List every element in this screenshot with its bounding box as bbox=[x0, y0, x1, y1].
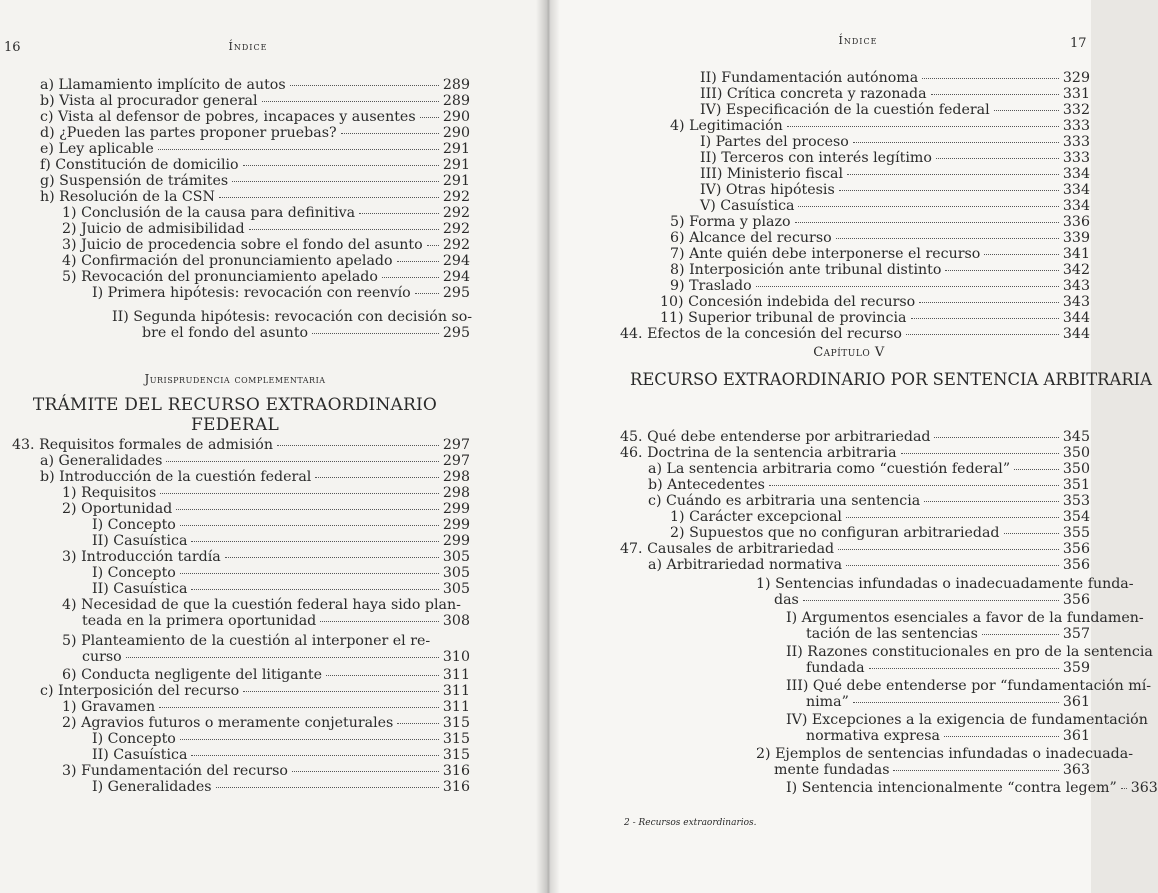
toc-entry bbox=[0, 517, 470, 533]
toc-entry bbox=[0, 699, 470, 715]
toc-page-number: 316 bbox=[442, 763, 470, 779]
left-page bbox=[0, 0, 548, 893]
toc-page-number: 339 bbox=[1062, 230, 1090, 246]
toc-list bbox=[0, 77, 470, 301]
toc-entry-line bbox=[62, 649, 470, 665]
toc-page-number: 311 bbox=[442, 699, 470, 715]
right-page bbox=[548, 0, 1158, 893]
toc-page-number: 298 bbox=[442, 485, 470, 501]
toc-page-number: 359 bbox=[1062, 660, 1090, 676]
toc-entry-label: fundada bbox=[806, 660, 865, 676]
toc-page-number: 356 bbox=[1062, 592, 1090, 608]
chapter-title: RECURSO EXTRAORDINARIO POR SENTENCIA ARBITRARIA bbox=[630, 370, 1152, 389]
toc-page-number: 291 bbox=[442, 141, 470, 157]
toc-entry bbox=[608, 477, 1090, 493]
toc-entry bbox=[608, 294, 1090, 310]
toc-entry bbox=[0, 141, 470, 157]
toc-entry bbox=[608, 102, 1090, 118]
toc-page-number: 355 bbox=[1062, 525, 1090, 541]
toc-entry-label: 2) Oportunidad bbox=[62, 501, 173, 517]
toc-page-number: 295 bbox=[442, 285, 470, 301]
toc-entry-label: e) Ley aplicable bbox=[40, 141, 154, 157]
toc-page-number: 292 bbox=[442, 189, 470, 205]
toc-entry bbox=[608, 70, 1090, 86]
toc-entry-label: 2) Agravios futuros o meramente conjeturales bbox=[62, 715, 394, 731]
toc-page-number: 290 bbox=[442, 125, 470, 141]
toc-entry bbox=[608, 182, 1090, 198]
toc-page-number: 353 bbox=[1062, 493, 1090, 509]
toc-entry-wrapped bbox=[786, 678, 1152, 710]
toc-entry-label: a) Arbitrariedad normativa bbox=[648, 557, 843, 573]
toc-entry-label: 2) Juicio de admisibilidad bbox=[62, 221, 245, 237]
toc-page-number: 333 bbox=[1062, 150, 1090, 166]
toc-page-number: 289 bbox=[442, 77, 470, 93]
toc-entry-label: curso bbox=[82, 649, 122, 665]
toc-entry bbox=[608, 310, 1090, 326]
toc-entry-line bbox=[92, 325, 470, 341]
toc-list bbox=[608, 429, 1090, 573]
toc-entry bbox=[0, 501, 470, 517]
toc-page-number: 310 bbox=[442, 649, 470, 665]
running-head-right: Índice bbox=[838, 34, 878, 47]
section-kicker: Jurisprudencia complementaria bbox=[144, 372, 326, 386]
toc-entry-line: 4) Necesidad de que la cuestión federal haya sido plan- bbox=[62, 597, 461, 613]
toc-entry bbox=[0, 779, 470, 795]
toc-entry-wrapped bbox=[62, 633, 470, 665]
toc-entry-label: 3) Introducción tardía bbox=[62, 549, 221, 565]
toc-entry-line bbox=[786, 694, 1090, 710]
toc-entry bbox=[608, 326, 1090, 342]
toc-entry bbox=[608, 86, 1090, 102]
toc-entry bbox=[0, 157, 470, 173]
toc-entry-label: 11) Superior tribunal de provincia bbox=[660, 310, 907, 326]
toc-page-number: 354 bbox=[1062, 509, 1090, 525]
toc-entry-label: 5) Revocación del pronunciamiento apelado bbox=[62, 269, 378, 285]
toc-entry bbox=[0, 715, 470, 731]
toc-entry-label: I) Partes del proceso bbox=[700, 134, 849, 150]
toc-entry bbox=[0, 533, 470, 549]
toc-entry bbox=[0, 205, 470, 221]
toc-page-number: 305 bbox=[442, 581, 470, 597]
toc-entry-label: II) Fundamentación autónoma bbox=[700, 70, 919, 86]
toc-entry-line bbox=[786, 626, 1090, 642]
toc-entry-label: 9) Traslado bbox=[670, 278, 752, 294]
toc-entry-label: c) Vista al defensor de pobres, incapaces y ausentes bbox=[40, 109, 416, 125]
toc-page-number: 297 bbox=[442, 437, 470, 453]
toc-page-number: 356 bbox=[1062, 557, 1090, 573]
toc-entry-wrapped bbox=[92, 309, 473, 341]
toc-entry-label: b) Vista al procurador general bbox=[40, 93, 258, 109]
toc-entry-label: b) Introducción de la cuestión federal bbox=[40, 469, 312, 485]
toc-entry bbox=[0, 285, 470, 301]
toc-page-number: 308 bbox=[442, 613, 470, 629]
toc-page-number: 357 bbox=[1062, 626, 1090, 642]
toc-entry-label: 1) Carácter excepcional bbox=[670, 509, 842, 525]
toc-page-number: 344 bbox=[1062, 310, 1090, 326]
toc-entry-label: III) Crítica concreta y razonada bbox=[700, 86, 927, 102]
toc-entry bbox=[0, 565, 470, 581]
toc-entry-label: b) Antecedentes bbox=[648, 477, 765, 493]
toc-page-number: 332 bbox=[1062, 102, 1090, 118]
toc-entry bbox=[0, 221, 470, 237]
toc-page-number: 336 bbox=[1062, 214, 1090, 230]
toc-entry bbox=[0, 453, 470, 469]
toc-entry-line bbox=[786, 728, 1090, 744]
toc-entry-label: a) Llamamiento implícito de autos bbox=[40, 77, 286, 93]
toc-page-number: 345 bbox=[1062, 429, 1090, 445]
toc-entry bbox=[0, 253, 470, 269]
toc-entry-label: IV) Especificación de la cuestión federal bbox=[700, 102, 990, 118]
toc-entry bbox=[0, 173, 470, 189]
toc-entry-label: II) Casuística bbox=[92, 747, 188, 763]
toc-entry-label: I) Generalidades bbox=[92, 779, 212, 795]
toc-page-number: 292 bbox=[442, 237, 470, 253]
toc-entry bbox=[0, 581, 470, 597]
toc-entry bbox=[0, 189, 470, 205]
toc-page-number: 294 bbox=[442, 269, 470, 285]
toc-entry bbox=[608, 150, 1090, 166]
toc-entry bbox=[0, 109, 470, 125]
toc-entry-label: nima” bbox=[806, 694, 849, 710]
toc-entry-line: II) Razones constitucionales en pro de la sentencia bbox=[786, 644, 1153, 660]
toc-entry-label: das bbox=[774, 592, 799, 608]
toc-page-number: 341 bbox=[1062, 246, 1090, 262]
toc-page-number: 334 bbox=[1062, 166, 1090, 182]
toc-page-number: 342 bbox=[1062, 262, 1090, 278]
toc-page-number: 333 bbox=[1062, 118, 1090, 134]
toc-entry bbox=[0, 683, 470, 699]
toc-entry bbox=[608, 445, 1090, 461]
toc-page-number: 315 bbox=[442, 747, 470, 763]
toc-entry bbox=[608, 493, 1090, 509]
toc-entry bbox=[608, 118, 1090, 134]
chapter-kicker: Capítulo V bbox=[813, 345, 885, 360]
toc-page-number: 311 bbox=[442, 667, 470, 683]
section-title: TRÁMITE DEL RECURSO EXTRAORDINARIO FEDERAL bbox=[32, 395, 438, 435]
toc-entry bbox=[0, 77, 470, 93]
toc-entry-label: 46. Doctrina de la sentencia arbitraria bbox=[620, 445, 897, 461]
toc-entry bbox=[0, 667, 470, 683]
toc-page-number: 331 bbox=[1062, 86, 1090, 102]
toc-entry bbox=[608, 134, 1090, 150]
toc-page-number: 292 bbox=[442, 221, 470, 237]
toc-entry-wrapped bbox=[786, 712, 1148, 744]
toc-entry-line: 5) Planteamiento de la cuestión al interponer el re- bbox=[62, 633, 431, 649]
toc-entry bbox=[608, 198, 1090, 214]
toc-page-number: 334 bbox=[1062, 198, 1090, 214]
toc-entry bbox=[608, 230, 1090, 246]
toc-entry-line: IV) Excepciones a la exigencia de fundamentación bbox=[786, 712, 1148, 728]
toc-entry bbox=[608, 262, 1090, 278]
toc-entry-label: mente fundadas bbox=[774, 762, 890, 778]
toc-page-number: 363 bbox=[1130, 780, 1158, 796]
toc-page-number: 350 bbox=[1062, 445, 1090, 461]
toc-entry-line bbox=[786, 660, 1090, 676]
toc-entry-label: 1) Requisitos bbox=[62, 485, 157, 501]
toc-entry-label: I) Concepto bbox=[92, 731, 176, 747]
toc-page-number: 299 bbox=[442, 517, 470, 533]
toc-entry bbox=[608, 541, 1090, 557]
toc-list bbox=[0, 437, 470, 597]
toc-entry-label: 3) Juicio de procedencia sobre el fondo del asunto bbox=[62, 237, 423, 253]
toc-entry-wrapped bbox=[62, 597, 470, 629]
toc-page-number: 316 bbox=[442, 779, 470, 795]
toc-entry-label: I) Concepto bbox=[92, 517, 176, 533]
toc-list bbox=[0, 667, 470, 795]
toc-entry-label: 6) Conducta negligente del litigante bbox=[62, 667, 322, 683]
toc-entry-label: I) Primera hipótesis: revocación con reenvío bbox=[92, 285, 411, 301]
toc-entry-label: 8) Interposición ante tribunal distinto bbox=[670, 262, 942, 278]
toc-entry-label: 43. Requisitos formales de admisión bbox=[12, 437, 273, 453]
toc-entry bbox=[608, 525, 1090, 541]
toc-entry-label: IV) Otras hipótesis bbox=[700, 182, 835, 198]
toc-entry-wrapped bbox=[786, 610, 1144, 642]
toc-page-number: 361 bbox=[1062, 728, 1090, 744]
toc-page-number: 289 bbox=[442, 93, 470, 109]
toc-entry bbox=[608, 166, 1090, 182]
toc-page-number: 334 bbox=[1062, 182, 1090, 198]
toc-page-number: 344 bbox=[1062, 326, 1090, 342]
toc-entry-label: teada en la primera oportunidad bbox=[82, 613, 317, 629]
toc-entry-label: bre el fondo del asunto bbox=[142, 325, 309, 341]
toc-entry bbox=[0, 485, 470, 501]
toc-entry-label: 10) Concesión indebida del recurso bbox=[660, 294, 916, 310]
toc-entry-line bbox=[756, 762, 1090, 778]
toc-entry-line: 1) Sentencias infundadas o inadecuadamente funda- bbox=[756, 576, 1134, 592]
toc-entry-label: 4) Confirmación del pronunciamiento apelado bbox=[62, 253, 393, 269]
toc-entry bbox=[0, 237, 470, 253]
toc-entry bbox=[608, 461, 1090, 477]
toc-entry-label: c) Interposición del recurso bbox=[40, 683, 240, 699]
toc-page-number: 290 bbox=[442, 109, 470, 125]
toc-entry-label: 4) Legitimación bbox=[670, 118, 783, 134]
toc-page-number: 305 bbox=[442, 565, 470, 581]
toc-entry-label: II) Terceros con interés legítimo bbox=[700, 150, 932, 166]
toc-entry-label: 7) Ante quién debe interponerse el recurso bbox=[670, 246, 981, 262]
toc-page-number: 299 bbox=[442, 501, 470, 517]
toc-page-number: 343 bbox=[1062, 278, 1090, 294]
toc-entry-label: f) Constitución de domicilio bbox=[40, 157, 239, 173]
toc-entry bbox=[0, 269, 470, 285]
toc-page-number: 363 bbox=[1062, 762, 1090, 778]
toc-page-number: 350 bbox=[1062, 461, 1090, 477]
toc-page-number: 295 bbox=[442, 325, 470, 341]
toc-entry-line bbox=[756, 592, 1090, 608]
toc-entry-label: II) Casuística bbox=[92, 581, 188, 597]
toc-page-number: 343 bbox=[1062, 294, 1090, 310]
toc-entry bbox=[0, 763, 470, 779]
toc-entry bbox=[0, 437, 470, 453]
toc-list bbox=[608, 70, 1090, 342]
toc-entry-label: I) Sentencia intencionalmente “contra legem” bbox=[786, 780, 1117, 796]
toc-page-number: 315 bbox=[442, 715, 470, 731]
toc-entry-label: II) Casuística bbox=[92, 533, 188, 549]
toc-entry-line: II) Segunda hipótesis: revocación con decisión so- bbox=[112, 309, 473, 325]
toc-entry-label: d) ¿Pueden las partes proponer pruebas? bbox=[40, 125, 337, 141]
toc-entry-label: 44. Efectos de la concesión del recurso bbox=[620, 326, 902, 342]
running-head-left: Índice bbox=[228, 40, 268, 53]
toc-entry bbox=[608, 509, 1090, 525]
toc-entry-label: tación de las sentencias bbox=[806, 626, 978, 642]
toc-entry-line: 2) Ejemplos de sentencias infundadas o inadecuada- bbox=[756, 746, 1134, 762]
toc-entry bbox=[0, 747, 470, 763]
toc-page-number: 356 bbox=[1062, 541, 1090, 557]
toc-entry bbox=[0, 731, 470, 747]
page-number-right: 17 bbox=[1070, 36, 1087, 51]
toc-entry-label: 3) Fundamentación del recurso bbox=[62, 763, 288, 779]
toc-page-number: 298 bbox=[442, 469, 470, 485]
toc-entry-label: V) Casuística bbox=[700, 198, 795, 214]
toc-page-number: 299 bbox=[442, 533, 470, 549]
toc-page-number: 291 bbox=[442, 173, 470, 189]
toc-entry-label: 2) Supuestos que no configuran arbitrariedad bbox=[670, 525, 1000, 541]
toc-page-number: 311 bbox=[442, 683, 470, 699]
toc-entry-label: 47. Causales de arbitrariedad bbox=[620, 541, 835, 557]
toc-entry-label: 1) Gravamen bbox=[62, 699, 156, 715]
toc-entry-label: normativa expresa bbox=[806, 728, 940, 744]
toc-entry-line bbox=[62, 613, 470, 629]
toc-entry bbox=[608, 246, 1090, 262]
toc-entry-label: a) Generalidades bbox=[40, 453, 163, 469]
toc-entry-wrapped bbox=[756, 576, 1134, 608]
toc-entry bbox=[0, 469, 470, 485]
toc-entry-label: I) Concepto bbox=[92, 565, 176, 581]
footnote: 2 - Recursos extraordinarios. bbox=[624, 818, 757, 828]
toc-page-number: 297 bbox=[442, 453, 470, 469]
toc-entry-label: 5) Forma y plazo bbox=[670, 214, 791, 230]
toc-entry-label: 6) Alcance del recurso bbox=[670, 230, 832, 246]
page-number-left: 16 bbox=[4, 40, 21, 55]
toc-page-number: 305 bbox=[442, 549, 470, 565]
toc-entry-wrapped bbox=[786, 644, 1153, 676]
toc-page-number: 361 bbox=[1062, 694, 1090, 710]
toc-page-number: 333 bbox=[1062, 134, 1090, 150]
toc-entry-wrapped bbox=[756, 746, 1134, 778]
toc-entry bbox=[0, 125, 470, 141]
toc-entry-line: III) Qué debe entenderse por “fundamentación mí- bbox=[786, 678, 1152, 694]
toc-entry-label: h) Resolución de la CSN bbox=[40, 189, 215, 205]
toc-page-number: 294 bbox=[442, 253, 470, 269]
toc-page-number: 291 bbox=[442, 157, 470, 173]
book-gutter-shadow bbox=[536, 0, 560, 893]
toc-entry bbox=[786, 780, 1158, 796]
toc-page-number: 315 bbox=[442, 731, 470, 747]
toc-entry-label: III) Ministerio fiscal bbox=[700, 166, 844, 182]
toc-entry bbox=[608, 429, 1090, 445]
toc-page-number: 329 bbox=[1062, 70, 1090, 86]
toc-entry bbox=[608, 214, 1090, 230]
toc-entry-label: 1) Conclusión de la causa para definitiva bbox=[62, 205, 356, 221]
toc-entry-label: 45. Qué debe entenderse por arbitrariedad bbox=[620, 429, 931, 445]
toc-page-number: 351 bbox=[1062, 477, 1090, 493]
toc-entry-label: c) Cuándo es arbitraria una sentencia bbox=[648, 493, 921, 509]
toc-entry bbox=[0, 93, 470, 109]
toc-entry bbox=[608, 278, 1090, 294]
toc-entry-label: g) Suspensión de trámites bbox=[40, 173, 229, 189]
toc-entry bbox=[0, 549, 470, 565]
toc-entry-line: I) Argumentos esenciales a favor de la fundamen- bbox=[786, 610, 1144, 626]
toc-entry-label: a) La sentencia arbitraria como “cuestión federal” bbox=[648, 461, 1011, 477]
toc-entry bbox=[608, 557, 1090, 573]
toc-page-number: 292 bbox=[442, 205, 470, 221]
